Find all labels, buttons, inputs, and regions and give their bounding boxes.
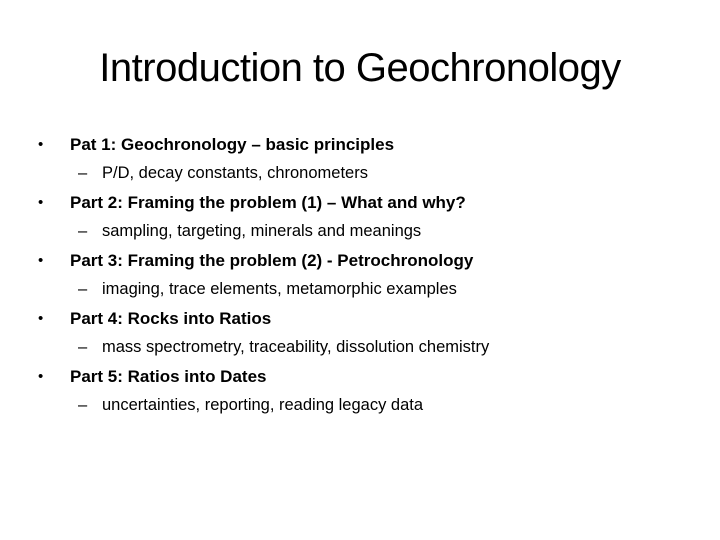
- sub-bullet-line: [36, 333, 696, 362]
- dash-icon: –: [78, 338, 88, 356]
- bullet-line: [36, 304, 696, 333]
- sub-bullet-text: imaging, trace elements, metamorphic examples: [102, 280, 457, 298]
- sub-bullet-text: mass spectrometry, traceability, dissolution chemistry: [102, 338, 490, 356]
- sub-bullet-text: sampling, targeting, minerals and meanings: [102, 222, 422, 240]
- sub-bullet-text: uncertainties, reporting, reading legacy data: [102, 396, 424, 414]
- list-item: [36, 188, 696, 246]
- bullet-label: Pat 1: Geochronology – basic principles: [70, 135, 395, 154]
- bullet-line: [36, 362, 696, 391]
- dash-icon: –: [78, 222, 88, 240]
- sub-bullet-line: [36, 275, 696, 304]
- bullet-dot-icon: •: [38, 136, 44, 153]
- bullet-dot-icon: •: [38, 368, 44, 385]
- sub-bullet-line: [36, 217, 696, 246]
- list-item: [36, 304, 696, 362]
- list-item: [36, 246, 696, 304]
- slide-title: Introduction to Geochronology: [99, 46, 621, 90]
- sub-bullet-text: P/D, decay constants, chronometers: [102, 164, 368, 182]
- bullet-line: [36, 246, 696, 275]
- bullet-label: Part 4: Rocks into Ratios: [70, 309, 272, 328]
- bullet-line: [36, 188, 696, 217]
- bullet-line: [36, 130, 696, 159]
- bullet-dot-icon: •: [38, 252, 44, 269]
- bullet-dot-icon: •: [38, 310, 44, 327]
- bullet-label: Part 5: Ratios into Dates: [70, 367, 267, 386]
- bullet-list: [36, 130, 696, 420]
- sub-bullet-line: [36, 391, 696, 420]
- bullet-dot-icon: •: [38, 194, 44, 211]
- list-item: [36, 362, 696, 420]
- sub-bullet-line: [36, 159, 696, 188]
- bullet-label: Part 2: Framing the problem (1) – What and why?: [70, 193, 466, 212]
- bullet-label: Part 3: Framing the problem (2) - Petrochronology: [70, 251, 474, 270]
- dash-icon: –: [78, 396, 88, 414]
- dash-icon: –: [78, 280, 88, 298]
- list-item: [36, 130, 696, 188]
- dash-icon: –: [78, 164, 88, 182]
